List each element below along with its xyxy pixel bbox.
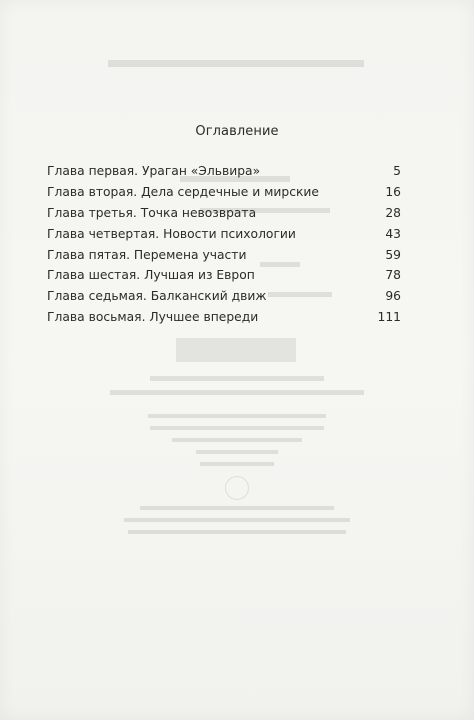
bleed-line bbox=[140, 506, 334, 510]
toc-entry-page: 78 bbox=[385, 268, 401, 283]
bleed-line bbox=[110, 390, 364, 395]
toc-entry-page: 16 bbox=[385, 184, 401, 199]
toc-entry-title: Глава седьмая. Балканский движ bbox=[47, 289, 267, 304]
bleed-line bbox=[108, 60, 364, 67]
bleed-line bbox=[150, 376, 324, 381]
toc-entry-page: 111 bbox=[377, 310, 401, 325]
toc-entry bbox=[47, 289, 401, 310]
toc-entry-page: 28 bbox=[385, 205, 401, 220]
bleed-line bbox=[148, 414, 326, 418]
toc-entry bbox=[47, 268, 401, 289]
toc-entry bbox=[47, 164, 401, 185]
toc-entry-title: Глава третья. Точка невозврата bbox=[47, 205, 257, 220]
toc-entry bbox=[47, 206, 401, 227]
bleed-emblem bbox=[225, 476, 249, 500]
toc-entry bbox=[47, 310, 401, 331]
toc-entry-page: 59 bbox=[385, 247, 401, 262]
toc-entry-page: 5 bbox=[393, 164, 401, 178]
bleed-logo bbox=[176, 338, 296, 362]
toc-entry bbox=[47, 227, 401, 248]
bleed-line bbox=[196, 450, 278, 454]
toc-entry-title: Глава первая. Ураган «Эльвира» bbox=[47, 164, 261, 178]
toc-entry-page: 96 bbox=[385, 289, 401, 304]
toc-entry bbox=[47, 185, 401, 206]
bleed-line bbox=[200, 462, 274, 466]
bleed-line bbox=[150, 426, 324, 430]
bleed-line bbox=[128, 530, 346, 534]
toc-heading: Оглавление bbox=[195, 124, 279, 139]
toc-entry-title: Глава шестая. Лучшая из Европ bbox=[47, 268, 255, 283]
toc-entry-page: 43 bbox=[385, 226, 401, 241]
toc-list bbox=[47, 164, 401, 331]
toc-entry-title: Глава четвертая. Новости психологии bbox=[47, 226, 296, 241]
toc-entry-title: Глава вторая. Дела сердечные и мирские bbox=[47, 184, 319, 199]
bleed-line bbox=[124, 518, 350, 522]
toc-entry-title: Глава восьмая. Лучшее впереди bbox=[47, 310, 259, 325]
toc-entry-title: Глава пятая. Перемена участи bbox=[47, 247, 247, 262]
toc-entry bbox=[47, 248, 401, 269]
bleed-line bbox=[172, 438, 302, 442]
